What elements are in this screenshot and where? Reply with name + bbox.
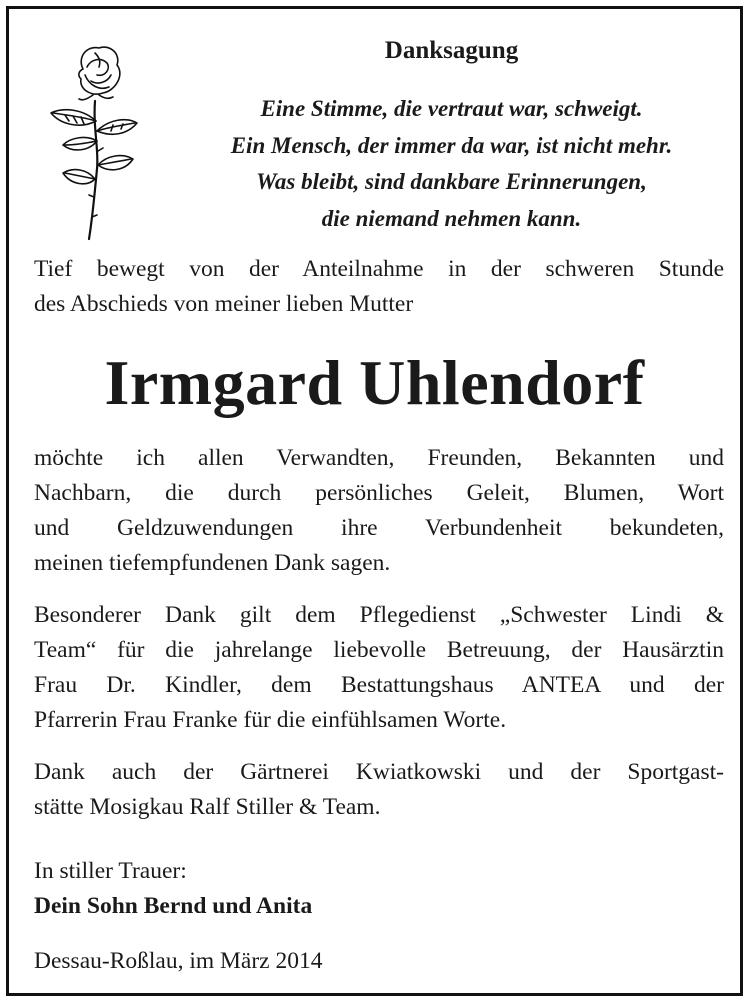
more-thanks-line: stätte Mosigkau Ralf Stiller & Team. bbox=[34, 794, 381, 820]
special-thanks-line: Pfarrerin Frau Franke für die einfühlsamen Worte. bbox=[34, 707, 507, 733]
thanks-line: meinen tiefempfundenen Dank sagen. bbox=[34, 550, 391, 576]
intro-paragraph bbox=[34, 252, 724, 322]
intro-line: Tief bewegt von der Anteilnahme in der schweren Stunde bbox=[34, 256, 724, 282]
verse-line: Was bleibt, sind dankbare Erinnerungen, bbox=[256, 169, 647, 194]
verse-line: die niemand nehmen kann. bbox=[321, 205, 582, 231]
mourning-label: In stiller Trauer: bbox=[34, 858, 187, 884]
verse-line: Eine Stimme, die vertraut war, schweigt. bbox=[260, 96, 643, 121]
place-date: Dessau-Roßlau, im März 2014 bbox=[34, 948, 323, 974]
thanks-line: möchte ich allen Verwandten, Freunden, Bekannten und bbox=[34, 445, 724, 471]
death-notice-card bbox=[6, 6, 743, 996]
more-thanks-line: Dank auch der Gärtnerei Kwiatkowski und der Sportgast- bbox=[34, 759, 724, 785]
thanks-line: Nachbarn, die durch persönliches Geleit, Blumen, Wort bbox=[34, 480, 724, 506]
memorial-verse bbox=[159, 91, 744, 237]
thanks-paragraph bbox=[34, 441, 724, 581]
notice-heading: Danksagung bbox=[384, 37, 519, 64]
more-thanks-paragraph bbox=[34, 755, 724, 825]
special-thanks-line: Frau Dr. Kindler, dem Bestattungshaus ANTEA und der bbox=[34, 672, 724, 698]
rose-icon bbox=[43, 39, 143, 244]
mourners-signature: Dein Sohn Bernd und Anita bbox=[34, 893, 313, 919]
special-thanks-paragraph bbox=[34, 598, 724, 738]
special-thanks-line: Team“ für die jahrelange liebevolle Betreuung, der Hausärztin bbox=[34, 637, 724, 663]
special-thanks-line: Besonderer Dank gilt dem Pflegedienst „Schwester Lindi & bbox=[34, 602, 724, 628]
deceased-name: Irmgard Uhlendorf bbox=[104, 347, 645, 418]
verse-line: Ein Mensch, der immer da war, ist nicht mehr. bbox=[230, 132, 673, 158]
intro-line: des Abschieds von meiner lieben Mutter bbox=[34, 291, 414, 317]
thanks-line: und Geldzuwendungen ihre Verbundenheit bekundeten, bbox=[34, 515, 724, 541]
